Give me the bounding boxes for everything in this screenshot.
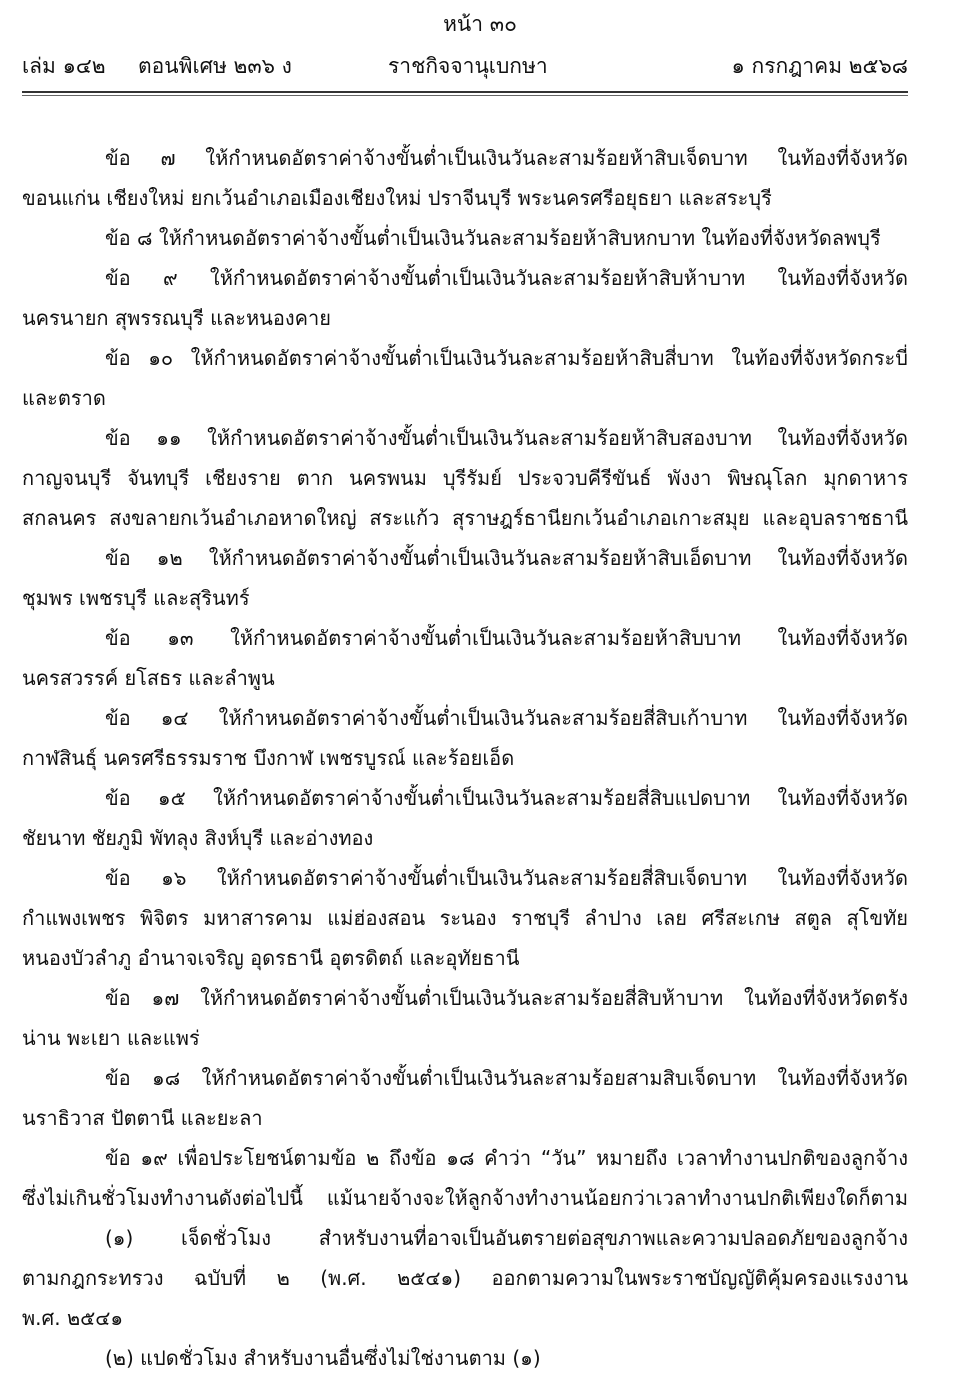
- text-line: กำแพงเพชร พิจิตร มหาสารคาม แม่ฮ่องสอน ระนอง ราชบุรี ลำปาง เลย ศรีสะเกษ สตูล สุโขทัย: [22, 906, 908, 930]
- text-line: ข้อ ๑๑ ให้กำหนดอัตราค่าจ้างขั้นต่ำเป็นเงินวันละสามร้อยห้าสิบสองบาท ในท้องที่จังหวัด: [105, 426, 908, 450]
- text-line: และตราด: [22, 386, 106, 410]
- text-line: ข้อ ๙ ให้กำหนดอัตราค่าจ้างขั้นต่ำเป็นเงินวันละสามร้อยห้าสิบห้าบาท ในท้องที่จังหวัด: [105, 266, 908, 290]
- header-divider-thin: [22, 95, 908, 96]
- header-divider: [22, 91, 908, 93]
- document-body: [22, 138, 908, 1378]
- text-line: หนองบัวลำภู อำนาจเจริญ อุดรธานี อุตรดิตถ์ และอุทัยธานี: [22, 946, 520, 970]
- text-line: สกลนคร สงขลายกเว้นอำเภอหาดใหญ่ สระแก้ว สุราษฎร์ธานียกเว้นอำเภอเกาะสมุย และอุบลราชธานี: [22, 506, 908, 530]
- publication-date: ๑ กรกฎาคม ๒๕๖๘: [731, 54, 908, 78]
- text-line: ชัยนาท ชัยภูมิ พัทลุง สิงห์บุรี และอ่างทอง: [22, 826, 374, 850]
- text-line: ขอนแก่น เชียงใหม่ ยกเว้นอำเภอเมืองเชียงใหม่ ปราจีนบุรี พระนครศรีอยุธยา และสระบุรี: [22, 186, 772, 210]
- volume-number: เล่ม ๑๔๒: [22, 54, 106, 78]
- text-line: ข้อ ๑๓ ให้กำหนดอัตราค่าจ้างขั้นต่ำเป็นเงินวันละสามร้อยห้าสิบบาท ในท้องที่จังหวัด: [105, 626, 908, 650]
- text-line: ข้อ ๑๘ ให้กำหนดอัตราค่าจ้างขั้นต่ำเป็นเงินวันละสามร้อยสามสิบเจ็ดบาท ในท้องที่จังหวัด: [105, 1066, 908, 1090]
- text-line: ข้อ ๑๒ ให้กำหนดอัตราค่าจ้างขั้นต่ำเป็นเงินวันละสามร้อยห้าสิบเอ็ดบาท ในท้องที่จังหวัด: [105, 546, 908, 570]
- text-line: ข้อ ๑๗ ให้กำหนดอัตราค่าจ้างขั้นต่ำเป็นเงินวันละสามร้อยสี่สิบห้าบาท ในท้องที่จังหวัดตรัง: [105, 986, 908, 1010]
- text-line: (๒) แปดชั่วโมง สำหรับงานอื่นซึ่งไม่ใช่งานตาม (๑): [105, 1346, 541, 1370]
- text-line: นราธิวาส ปัตตานี และยะลา: [22, 1106, 263, 1130]
- text-line: ซึ่งไม่เกินชั่วโมงทำงานดังต่อไปนี้ แม้นายจ้างจะให้ลูกจ้างทำงานน้อยกว่าเวลาทำงานปกติเพียงใดก็ตาม: [22, 1186, 908, 1210]
- text-line: ข้อ ๑๕ ให้กำหนดอัตราค่าจ้างขั้นต่ำเป็นเงินวันละสามร้อยสี่สิบแปดบาท ในท้องที่จังหวัด: [105, 786, 908, 810]
- text-line: ข้อ ๑๔ ให้กำหนดอัตราค่าจ้างขั้นต่ำเป็นเงินวันละสามร้อยสี่สิบเก้าบาท ในท้องที่จังหวัด: [105, 706, 908, 730]
- text-line: ข้อ ๗ ให้กำหนดอัตราค่าจ้างขั้นต่ำเป็นเงินวันละสามร้อยห้าสิบเจ็ดบาท ในท้องที่จังหวัด: [105, 146, 908, 170]
- gazette-header: [22, 50, 908, 84]
- text-line: น่าน พะเยา และแพร่: [22, 1026, 200, 1050]
- text-line: นครนายก สุพรรณบุรี และหนองคาย: [22, 306, 331, 330]
- text-line: (๑) เจ็ดชั่วโมง สำหรับงานที่อาจเป็นอันตรายต่อสุขภาพและความปลอดภัยของลูกจ้าง: [105, 1226, 908, 1250]
- page-number: หน้า ๓๐: [443, 12, 517, 36]
- text-line: นครสวรรค์ ยโสธร และลำพูน: [22, 666, 275, 690]
- text-line: ข้อ ๑๙ เพื่อประโยชน์ตามข้อ ๒ ถึงข้อ ๑๘ คำว่า “วัน” หมายถึง เวลาทำงานปกติของลูกจ้าง: [105, 1146, 908, 1170]
- publication-name: ราชกิจจานุเบกษา: [388, 54, 548, 78]
- text-line: กาฬสินธุ์ นครศรีธรรมราช บึงกาฬ เพชรบูรณ์ และร้อยเอ็ด: [22, 746, 515, 770]
- text-line: ข้อ ๑๖ ให้กำหนดอัตราค่าจ้างขั้นต่ำเป็นเงินวันละสามร้อยสี่สิบเจ็ดบาท ในท้องที่จังหวัด: [105, 866, 908, 890]
- text-line: ชุมพร เพชรบุรี และสุรินทร์: [22, 586, 250, 610]
- text-line: ข้อ ๑๐ ให้กำหนดอัตราค่าจ้างขั้นต่ำเป็นเงินวันละสามร้อยห้าสิบสี่บาท ในท้องที่จังหวัดกระบี่: [105, 346, 908, 370]
- text-line: กาญจนบุรี จันทบุรี เชียงราย ตาก นครพนม บุรีรัมย์ ประจวบคีรีขันธ์ พังงา พิษณุโลก มุกดาหาร: [22, 466, 908, 490]
- text-line: พ.ศ. ๒๕๔๑: [22, 1306, 124, 1330]
- text-line: ตามกฎกระทรวง ฉบับที่ ๒ (พ.ศ. ๒๕๔๑) ออกตามความในพระราชบัญญัติคุ้มครองแรงงาน: [22, 1266, 908, 1290]
- text-line: ข้อ ๘ ให้กำหนดอัตราค่าจ้างขั้นต่ำเป็นเงินวันละสามร้อยห้าสิบหกบาท ในท้องที่จังหวัดลพบุรี: [105, 226, 881, 250]
- issue-number: ตอนพิเศษ ๒๓๖ ง: [138, 54, 292, 78]
